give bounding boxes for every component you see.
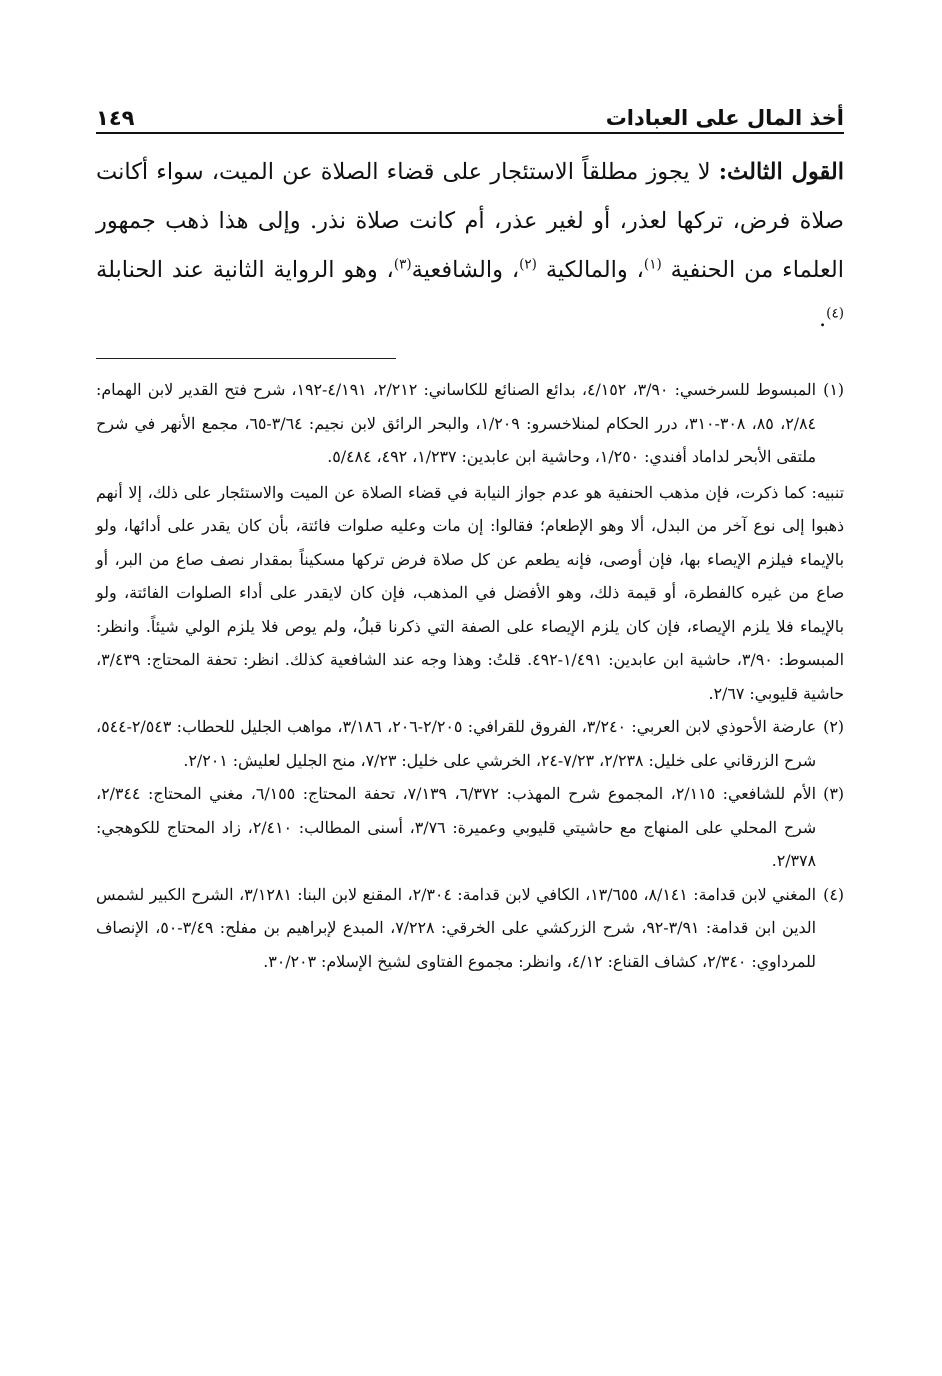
- footnote-note-text: تنبيه: كما ذكرت، فإن مذهب الحنفية هو عدم جواز النيابة في قضاء الصلاة عن الميت والاستئجار على ذلك، إلا أنهم ذهبوا إلى نوع آخر من البدل، ألا وهو الإطعام؛ فقالوا: إن مات وعليه صلوات فائتة، بأن كان يقدر على أدائها، ولو بالإيماء فيلزم الإيصاء بها، فإن أوصى، فإنه يطعم عن كل صلاة فرض تركها مسكيناً بمقدار نصف صاع من البر، أو صاع من غيره كالفطرة، أو قيمة ذلك، وهو الأفضل في المذهب، فإن كان لايقدر على أداء الصلوات الفائتة، ولو بالإيماء فلا يلزم الإيصاء، فإن كان يلزم الإيصاء على الصفة التي ذكرنا قبلُ، ولم يوص فلا يلزم الولي شيئاً. وانظر: المبسوط: ٣/٩٠، حاشية ابن عابدين: ١/٤٩١-٤٩٢. قلتُ: وهذا وجه عند الشافعية كذلك. انظر: تحفة المحتاج: ٣/٤٣٩، حاشية قليوبي: ٢/٦٧.: [96, 482, 845, 703]
- footnote-text: عارضة الأحوذي لابن العربي: ٣/٢٤٠، الفروق للقرافي: ٢/٢٠٥-٢٠٦، ٣/١٨٦، مواهب الجليل للحطاب: ٢/٥٤٣-٥٤٤، شرح الزرقاني على خليل: ٢/٢٣٨، ٧/٢٣-٢٤، الخرشي على خليل: ٧/٢٣، منح الجليل لعليش: ٢/٢٠١.: [96, 717, 817, 770]
- section-lead: القول الثالث:: [718, 159, 844, 185]
- footnote-ref-3[interactable]: (٣): [393, 256, 412, 273]
- main-text: لا يجوز مطلقاً الاستئجار على قضاء الصلاة عن الميت، سواء أكانت صلاة فرض، تركها لعذر، أو لغير عذر، أم كانت صلاة نذر. وإلى هذا ذهب جمهور العلماء من الحنفية: [96, 159, 844, 283]
- footnote-number: (١): [823, 380, 844, 399]
- footnote-number: (٢): [823, 717, 844, 736]
- main-paragraph: [96, 148, 844, 344]
- page-header: [96, 90, 844, 134]
- footnote-3: [96, 777, 844, 878]
- footnote-ref-2[interactable]: (٢): [519, 256, 537, 273]
- main-text-4: ، وهو الرواية الثانية عند الحنابلة: [96, 257, 394, 283]
- footnote-ref-1[interactable]: (١): [643, 256, 662, 273]
- footnote-separator: [96, 358, 396, 359]
- page: [96, 90, 844, 978]
- main-text-3: ، والشافعية: [411, 257, 520, 283]
- page-number: ١٤٩: [96, 106, 135, 130]
- footnotes: [96, 373, 844, 978]
- footnote-text: المغني لابن قدامة: ٨/١٤١، ١٣/٦٥٥، الكافي لابن قدامة: ٢/٣٠٤، المقنع لابن البنا: ٣/١٢٨١، الشرح الكبير لشمس الدين ابن قدامة: ٣/٩١-٩٢، شرح الزركشي على الخرقي: ٧/٢٢٨، المبدع لإبراهيم بن مفلح: ٣/٤٩-٥٠، الإنصاف للمرداوي: ٢/٣٤٠، كشاف القناع: ٤/١٢، وانظر: مجموع الفتاوى لشيخ الإسلام: ٣٠/٢٠٣.: [96, 884, 816, 971]
- main-text-2: ، والمالكية: [545, 257, 644, 283]
- running-title: أخذ المال على العبادات: [605, 106, 844, 130]
- footnote-number: (٤): [823, 884, 844, 904]
- footnote-2: [96, 710, 844, 777]
- footnote-note: [96, 476, 844, 711]
- footnote-1: [96, 373, 844, 474]
- footnote-ref-4[interactable]: (٤): [826, 305, 844, 322]
- footnote-text: الأم للشافعي: ٢/١١٥، المجموع شرح المهذب: ٦/٣٧٢، ٧/١٣٩، تحفة المحتاج: ٦/١٥٥، مغني المحتاج: ٢/٣٤٤، شرح المحلي على المنهاج مع حاشيتي قليوبي وعميرة: ٣/٧٦، أسنى المطالب: ٢/٤١٠، زاد المحتاج للكوهجي: ٢/٣٧٨.: [96, 784, 817, 870]
- footnote-text: المبسوط للسرخسي: ٣/٩٠، ٤/١٥٢، بدائع الصنائع للكاساني: ٢/٢١٢، ٤/١٩١-١٩٢، شرح فتح القدير لابن الهمام: ٢/٨٤، ٨٥، ٣٠٨-٣١٠، درر الحكام لمنلاخسرو: ١/٢٠٩، والبحر الرائق لابن نجيم: ٣/٦٤-٦٥، مجمع الأنهر في شرح ملتقى الأبحر لداماد أفندي: ١/٢٥٠، وحاشية ابن عابدين: ١/٢٣٧، ٤٩٢، ٥/٤٨٤.: [96, 380, 816, 466]
- footnote-4: [96, 878, 844, 979]
- footnote-number: (٣): [823, 784, 844, 803]
- main-text-5: .: [819, 306, 827, 332]
